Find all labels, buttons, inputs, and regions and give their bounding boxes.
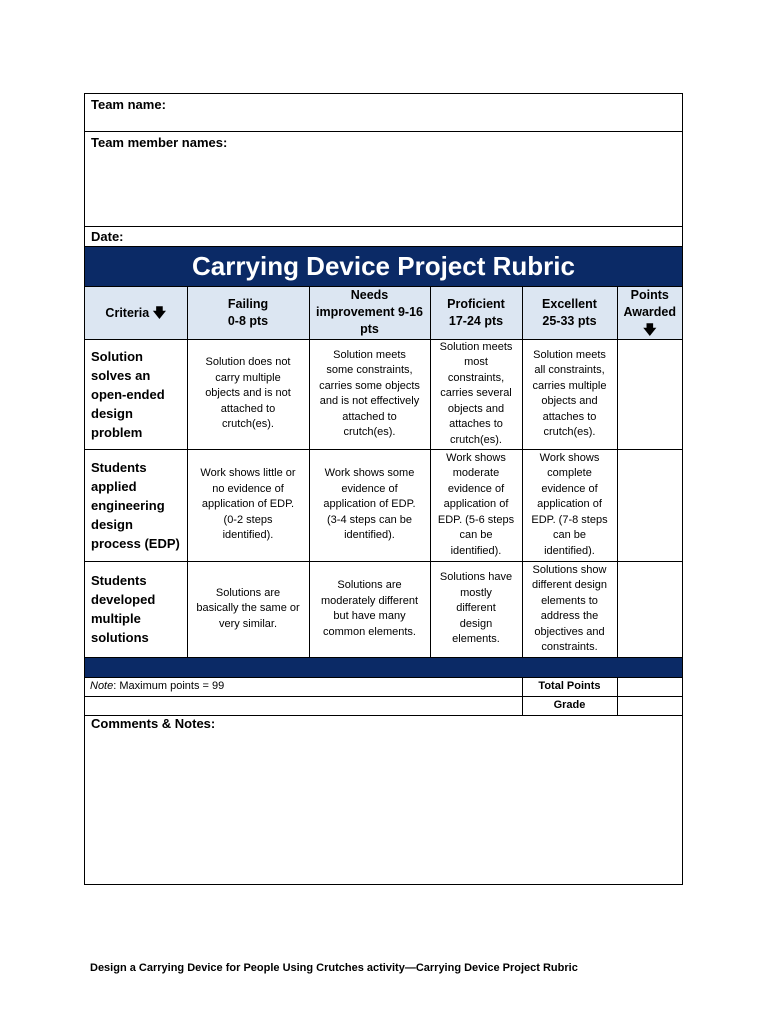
cell-line: Solution does not [205,356,291,369]
cell-line: application of EDP. [323,498,416,511]
cell-line: but have many [333,610,406,622]
cell-line: Solution meets [533,348,606,361]
cell-line: address the [540,610,599,622]
cell-line: Solutions have [439,571,513,584]
needs-improvement-header [309,287,430,339]
needs-improvement-cell [309,561,430,657]
points-awarded-cell [617,561,682,657]
cell-line: can be [459,529,493,542]
cell-line: moderately different [320,594,419,607]
excellent-cell [522,561,617,657]
grade-value [617,696,682,715]
points-awarded-header-line-2: Awarded [623,305,677,320]
cell-line: moderate [452,467,500,480]
cell-line: all constraints, [534,364,605,376]
rubric-document [84,93,683,885]
failing-cell [187,561,309,657]
needs-improvement-header-line-2: improvement 9-16 [316,305,423,320]
cell-line: (3-4 steps can be [327,513,412,526]
proficient-cell [430,449,522,561]
cell-line: process (EDP) [91,535,180,551]
cell-line: no evidence of [212,482,284,495]
cell-line: Solutions are [337,579,402,591]
cell-line: Solutions show [532,563,607,576]
cell-line: some constraints, [326,364,413,376]
team-name-label: Team name: [91,97,166,112]
cell-line: carry multiple [215,371,281,384]
grade-empty-cell [85,696,522,715]
cell-line: problem [91,424,143,440]
rubric-row [85,339,682,449]
note-prefix: Note [90,679,114,692]
cell-line: Solution meets [333,348,406,361]
team-member-names-row [85,132,682,227]
failing-header [187,287,309,339]
cell-line: crutch(es). [450,433,502,446]
cell-line: application of [537,498,602,511]
cell-line: design [91,516,133,532]
note-text: : Maximum points = 99 [113,679,225,692]
failing-header-title: Failing [227,296,269,311]
comments-label: Comments & Notes: [91,716,216,731]
cell-line: attached to [220,402,276,415]
needs-improvement-cell [309,449,430,561]
cell-line: carries some objects [319,379,420,392]
cell-line: solves an [91,367,151,383]
needs-improvement-header-line-3: pts [360,322,379,337]
proficient-header [430,287,522,339]
cell-line: basically the same or [196,602,300,615]
needs-improvement-cell [309,339,430,449]
page-footer: Design a Carrying Device for People Using Crutches activity—Carrying Device Project Rubric [90,962,578,974]
cell-line: engineering [91,497,165,513]
cell-line: multiple [91,611,141,626]
cell-line: elements. [452,633,500,646]
total-points-row [85,677,682,696]
points-awarded-header [617,287,682,339]
points-awarded-cell [617,449,682,561]
cell-line: objectives and [534,625,605,638]
failing-header-points: 0-8 pts [227,313,269,328]
cell-line: crutch(es). [222,418,274,431]
cell-line: Solution meets [439,340,513,353]
cell-line: and is not effectively [319,395,420,407]
total-points-label: Total Points [522,677,617,696]
rubric-title: Carrying Device Project Rubric [192,251,575,281]
cell-line: very similar. [218,617,278,630]
cell-line: crutch(es). [543,426,596,438]
arrow-down-icon: 🡇 [152,304,167,320]
cell-line: identified). [544,544,595,557]
cell-line: Work shows some [324,467,415,480]
cell-line: constraints, [447,371,505,384]
comments-section [85,715,682,884]
cell-line: design [91,405,133,421]
cell-line: most [464,356,488,369]
cell-line: identified). [344,529,395,542]
criteria-cell [85,449,187,561]
cell-line: common elements. [323,625,416,638]
total-points-value [617,677,682,696]
note-cell [85,677,522,696]
cell-line: can be [552,529,587,542]
cell-line: objects and [541,395,598,407]
arrow-down-icon: 🡇 [643,322,657,338]
cell-line: Solution [91,348,143,364]
excellent-cell [522,449,617,561]
cell-line: EDP. (7-8 steps [531,513,608,526]
cell-line: identified). [450,544,502,557]
cell-line: evidence of [447,482,505,495]
cell-line: identified). [222,529,274,542]
cell-line: Students [91,573,147,588]
cell-line: Work shows [539,451,600,464]
divider-band [85,657,682,677]
cell-line: attaches to [449,418,503,431]
rubric-row [85,449,682,561]
cell-line: elements to [541,594,598,607]
excellent-cell [522,339,617,449]
failing-cell [187,339,309,449]
cell-line: application of EDP. [201,498,295,511]
cell-line: developed [91,592,156,607]
proficient-cell [430,339,522,449]
excellent-header-title: Excellent [542,296,597,311]
cell-line: carries several [440,387,512,400]
team-member-names-label: Team member names: [91,135,228,150]
cell-line: evidence of [541,482,598,495]
excellent-header [522,287,617,339]
criteria-header-label: Criteria [105,305,150,320]
cell-line: crutch(es). [343,426,396,438]
needs-improvement-header-line-1: Needs [350,288,389,303]
cell-line: attached to [342,410,397,423]
cell-line: evidence of [341,482,398,495]
proficient-header-title: Proficient [447,296,505,311]
cell-line: Work shows [446,451,506,464]
cell-line: Solutions are [215,586,281,599]
cell-line: solutions [91,630,149,645]
cell-line: different [456,602,496,615]
cell-line: carries multiple [532,379,607,392]
rubric-header-row [85,287,682,339]
cell-line: applied [91,478,137,494]
criteria-cell [85,339,187,449]
failing-cell [187,449,309,561]
cell-line: Work shows little or [200,467,296,480]
proficient-header-points: 17-24 pts [448,313,504,328]
rubric-row [85,561,682,657]
points-awarded-header-line-1: Points [630,288,669,303]
cell-line: different design [531,579,608,591]
cell-line: design [459,617,493,630]
cell-line: attaches to [542,410,597,423]
rubric-table [85,287,682,716]
cell-line: complete [547,467,592,480]
cell-line: EDP. (5-6 steps [437,513,515,526]
date-row [85,227,682,247]
cell-line: mostly [460,586,492,599]
criteria-cell [85,561,187,657]
grade-row [85,696,682,715]
cell-line: constraints. [541,641,598,653]
proficient-cell [430,561,522,657]
cell-line: application of [443,498,509,511]
cell-line: open-ended [91,386,165,402]
cell-line: (0-2 steps [223,513,273,526]
date-label: Date: [91,229,124,244]
cell-line: Students [91,459,147,475]
grade-label: Grade [522,696,617,715]
cell-line: objects and [447,402,505,415]
criteria-header [85,287,187,339]
excellent-header-points: 25-33 pts [542,313,597,328]
points-awarded-cell [617,339,682,449]
cell-line: objects and is not [205,387,291,400]
rubric-title-bar [85,247,682,287]
divider-band-row [85,657,682,677]
team-name-row [85,94,682,132]
